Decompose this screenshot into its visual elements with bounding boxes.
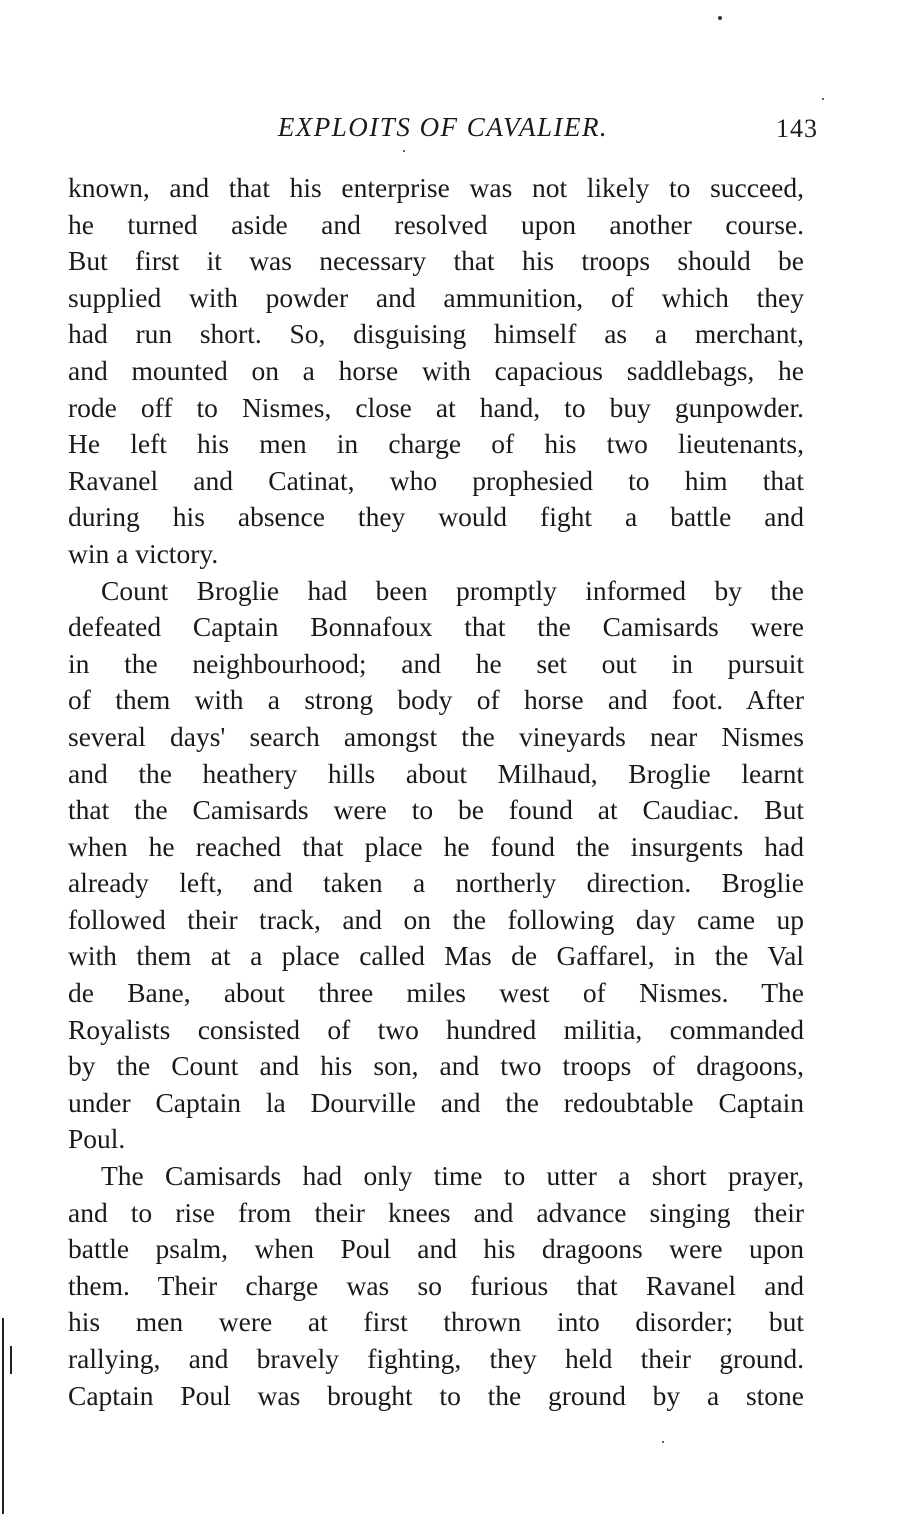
- text-line: rode off to Nismes, close at hand, to buy gunpowder.: [68, 391, 804, 423]
- text-line: He left his men in charge of his two lieutenants,: [68, 428, 804, 460]
- text-line: under Captain la Dourville and the redoubtable Captain: [68, 1086, 804, 1118]
- text-line: Royalists consisted of two hundred militia, commanded: [68, 1013, 804, 1045]
- ink-speck: [662, 1441, 664, 1443]
- text-line: in the neighbourhood; and he set out in pursuit: [68, 647, 804, 679]
- binding-edge-mark: [2, 1318, 4, 1514]
- text-line: Count Broglie had been promptly informed by the: [101, 574, 804, 606]
- ink-speck: [822, 98, 824, 100]
- text-line: rallying, and bravely fighting, they held their ground.: [68, 1343, 804, 1374]
- text-line: had run short. So, disguising himself as a merchant,: [68, 318, 804, 350]
- text-line: The Camisards had only time to utter a short prayer,: [101, 1160, 804, 1192]
- text-line: and mounted on a horse with capacious saddlebags, he: [68, 354, 804, 386]
- text-line: and the heathery hills about Milhaud, Broglie learnt: [68, 757, 804, 789]
- text-line: of them with a strong body of horse and foot. After: [68, 684, 804, 716]
- text-line: already left, and taken a northerly direction. Broglie: [68, 867, 804, 899]
- text-line: Captain Poul was brought to the ground by a stone: [68, 1379, 804, 1411]
- text-line: defeated Captain Bonnafoux that the Camisards were: [68, 611, 804, 643]
- text-line: win a victory.: [68, 537, 219, 569]
- text-line: and to rise from their knees and advance singing their: [68, 1196, 804, 1228]
- text-line: de Bane, about three miles west of Nismes. The: [68, 977, 804, 1009]
- running-head: [68, 112, 818, 148]
- paragraph: [68, 170, 804, 573]
- text-line: followed their track, and on the following day came up: [68, 903, 804, 935]
- text-line: known, and that his enterprise was not likely to succeed,: [68, 172, 804, 203]
- text-line: when he reached that place he found the insurgents had: [68, 830, 804, 862]
- text-line: Poul.: [68, 1123, 126, 1155]
- running-title: EXPLOITS OF CAVALIER.: [277, 112, 609, 142]
- text-line: that the Camisards were to be found at Caudiac. But: [68, 794, 804, 826]
- text-line: supplied with powder and ammunition, of which they: [68, 281, 804, 313]
- page-number: 143: [776, 114, 818, 143]
- text-line: Ravanel and Catinat, who prophesied to him that: [68, 464, 804, 496]
- text-line: battle psalm, when Poul and his dragoons were upon: [68, 1233, 804, 1265]
- body-text: [68, 170, 804, 1414]
- binding-edge-mark: [10, 1346, 12, 1374]
- text-line: during his absence they would fight a battle and: [68, 501, 804, 533]
- text-line: he turned aside and resolved upon another course.: [68, 208, 804, 240]
- ink-speck: [403, 150, 405, 152]
- text-line: But first it was necessary that his troops should be: [68, 245, 804, 277]
- paragraph: [68, 1158, 804, 1414]
- text-line: several days' search amongst the vineyards near Nismes: [68, 720, 804, 752]
- paragraph: [68, 573, 804, 1159]
- text-line: with them at a place called Mas de Gaffarel, in the Val: [68, 940, 804, 972]
- text-line: them. Their charge was so furious that Ravanel and: [68, 1269, 804, 1301]
- text-line: by the Count and his son, and two troops of dragoons,: [68, 1050, 804, 1082]
- ink-speck: [718, 16, 722, 20]
- text-line: his men were at first thrown into disorder; but: [68, 1306, 804, 1338]
